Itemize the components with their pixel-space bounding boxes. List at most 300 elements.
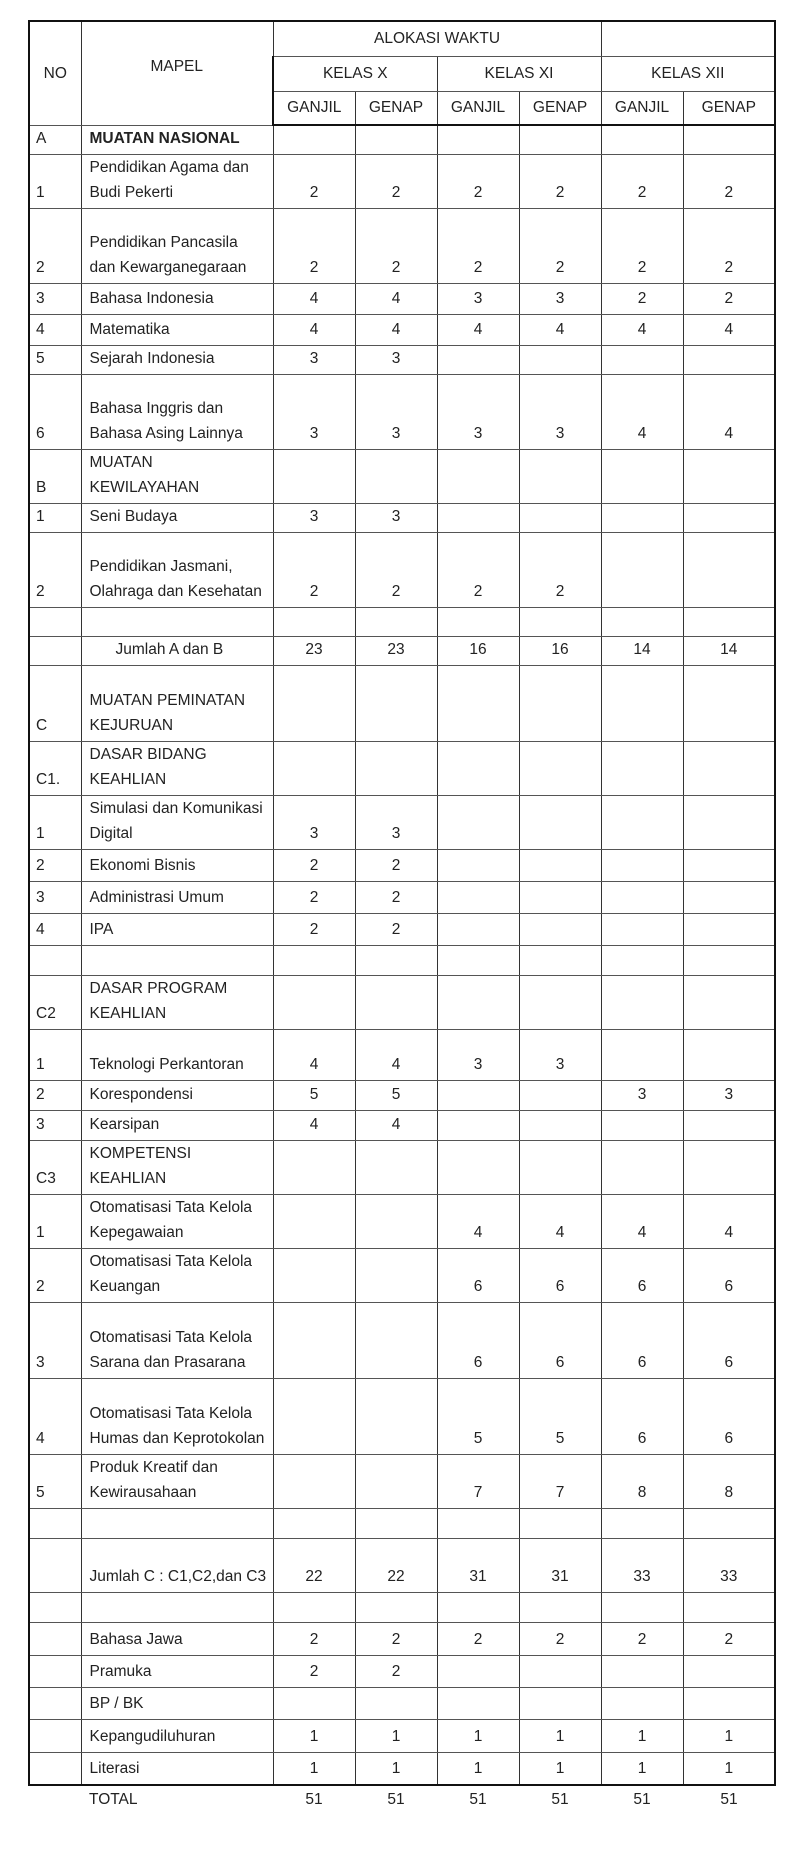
hours-x-genap: 22	[355, 1538, 437, 1592]
subject-name: Otomatisasi Tata Kelola Kepegawaian	[81, 1194, 273, 1248]
hours-xi-genap: 2	[519, 1622, 601, 1655]
hours-xii-genap: 33	[683, 1538, 775, 1592]
hours-x-genap: 3	[355, 345, 437, 374]
hours-xi-ganjil: 1	[437, 1752, 519, 1785]
hours-xii-genap: 6	[683, 1248, 775, 1302]
table-row	[29, 945, 775, 975]
row-number: 5	[29, 1454, 81, 1508]
hours-xii-genap: 3	[683, 1080, 775, 1110]
table-row	[29, 1029, 775, 1080]
hours-xi-ganjil	[437, 449, 519, 503]
header-kelas-xii: KELAS XII	[601, 56, 775, 91]
hours-x-ganjil	[273, 1140, 355, 1194]
hours-xi-genap: 16	[519, 636, 601, 665]
hours-x-ganjil: 2	[273, 532, 355, 607]
hours-xii-genap: 1	[683, 1752, 775, 1785]
hours-xii-genap: 8	[683, 1454, 775, 1508]
subject-name: Seni Budaya	[81, 503, 273, 532]
hours-xi-genap	[519, 1140, 601, 1194]
header-no: NO	[29, 21, 81, 125]
header-semester-xii-genap: GENAP	[683, 91, 775, 125]
hours-xi-genap: 6	[519, 1302, 601, 1378]
hours-x-ganjil	[273, 945, 355, 975]
subject-name	[81, 607, 273, 636]
table-row	[29, 849, 775, 881]
hours-xi-genap	[519, 1592, 601, 1622]
hours-xii-genap: 4	[683, 1194, 775, 1248]
row-number	[29, 1592, 81, 1622]
subject-name: Ekonomi Bisnis	[81, 849, 273, 881]
hours-x-genap: 3	[355, 795, 437, 849]
hours-xi-genap	[519, 741, 601, 795]
row-number	[29, 1622, 81, 1655]
hours-xi-genap: 4	[519, 1194, 601, 1248]
subject-name: DASAR PROGRAM KEAHLIAN	[81, 975, 273, 1029]
hours-x-ganjil	[273, 1302, 355, 1378]
hours-x-ganjil	[273, 1378, 355, 1454]
hours-xi-genap: 7	[519, 1454, 601, 1508]
table-row	[29, 665, 775, 741]
subject-name: Korespondensi	[81, 1080, 273, 1110]
row-number	[29, 945, 81, 975]
hours-xii-ganjil	[601, 881, 683, 913]
subject-name	[81, 1508, 273, 1538]
row-number: 4	[29, 314, 81, 345]
subject-name: MUATAN PEMINATAN KEJURUAN	[81, 665, 273, 741]
hours-xi-ganjil: 1	[437, 1719, 519, 1752]
hours-xi-ganjil: 6	[437, 1302, 519, 1378]
hours-xii-genap	[683, 1110, 775, 1140]
subject-name: Otomatisasi Tata Kelola Humas dan Keprotokolan	[81, 1378, 273, 1454]
hours-xi-genap: 3	[519, 283, 601, 314]
hours-xi-ganjil	[437, 795, 519, 849]
hours-x-genap	[355, 741, 437, 795]
hours-x-ganjil: 3	[273, 345, 355, 374]
header-semester-x-ganjil: GANJIL	[273, 91, 355, 125]
hours-x-ganjil: 4	[273, 1029, 355, 1080]
hours-xi-ganjil: 16	[437, 636, 519, 665]
table-row	[29, 1248, 775, 1302]
table-row	[29, 1378, 775, 1454]
hours-xi-ganjil	[437, 1080, 519, 1110]
hours-x-genap	[355, 1454, 437, 1508]
hours-x-ganjil: 2	[273, 208, 355, 283]
hours-xii-ganjil: 4	[601, 1194, 683, 1248]
hours-x-ganjil: 22	[273, 1538, 355, 1592]
hours-x-genap: 2	[355, 532, 437, 607]
hours-x-ganjil: 4	[273, 314, 355, 345]
table-row	[29, 1752, 775, 1785]
hours-xi-ganjil: 3	[437, 283, 519, 314]
hours-xi-ganjil: 6	[437, 1248, 519, 1302]
hours-x-genap	[355, 665, 437, 741]
hours-xii-genap: 6	[683, 1378, 775, 1454]
hours-xi-genap	[519, 503, 601, 532]
hours-x-ganjil: 4	[273, 283, 355, 314]
hours-xi-ganjil	[437, 849, 519, 881]
hours-xi-ganjil	[437, 741, 519, 795]
row-number: 4	[29, 913, 81, 945]
hours-x-ganjil	[273, 125, 355, 154]
hours-x-ganjil: 1	[273, 1752, 355, 1785]
table-row	[29, 975, 775, 1029]
hours-xi-genap: 4	[519, 314, 601, 345]
hours-xi-genap	[519, 795, 601, 849]
curriculum-table	[28, 20, 776, 1815]
total-row	[29, 1785, 775, 1815]
subject-name: Pendidikan Pancasila dan Kewarganegaraan	[81, 208, 273, 283]
total-label: TOTAL	[81, 1785, 273, 1815]
header-kelas-xi: KELAS XI	[437, 56, 601, 91]
row-number: 3	[29, 283, 81, 314]
hours-xi-ganjil: 3	[437, 1029, 519, 1080]
total-x-genap: 51	[355, 1785, 437, 1815]
row-number	[29, 1687, 81, 1719]
hours-xii-genap: 2	[683, 1622, 775, 1655]
hours-xii-ganjil	[601, 741, 683, 795]
hours-xii-ganjil	[601, 795, 683, 849]
table-row	[29, 607, 775, 636]
hours-x-genap	[355, 1687, 437, 1719]
hours-xii-ganjil	[601, 607, 683, 636]
hours-xi-genap	[519, 913, 601, 945]
hours-xi-ganjil: 2	[437, 532, 519, 607]
hours-xii-ganjil	[601, 1140, 683, 1194]
row-number: C2	[29, 975, 81, 1029]
hours-xii-genap: 4	[683, 374, 775, 449]
hours-xii-genap	[683, 607, 775, 636]
table-row	[29, 881, 775, 913]
hours-xi-ganjil: 4	[437, 314, 519, 345]
table-row	[29, 345, 775, 374]
subject-name: Kepangudiluhuran	[81, 1719, 273, 1752]
hours-xi-genap	[519, 1687, 601, 1719]
table-row	[29, 795, 775, 849]
hours-xii-genap	[683, 741, 775, 795]
hours-xii-ganjil	[601, 1029, 683, 1080]
hours-xi-ganjil	[437, 975, 519, 1029]
subject-name: MUATAN KEWILAYAHAN	[81, 449, 273, 503]
hours-xii-ganjil	[601, 849, 683, 881]
table-row	[29, 1194, 775, 1248]
hours-xi-genap	[519, 665, 601, 741]
hours-xii-genap	[683, 449, 775, 503]
table-row	[29, 636, 775, 665]
table-row	[29, 532, 775, 607]
hours-xi-genap	[519, 449, 601, 503]
row-number: 1	[29, 503, 81, 532]
hours-xii-ganjil	[601, 1508, 683, 1538]
subject-name: Pendidikan Jasmani, Olahraga dan Kesehatan	[81, 532, 273, 607]
subject-name: Otomatisasi Tata Kelola Sarana dan Prasarana	[81, 1302, 273, 1378]
hours-xii-ganjil: 4	[601, 314, 683, 345]
row-number: 2	[29, 532, 81, 607]
hours-x-genap: 4	[355, 1110, 437, 1140]
hours-xi-ganjil	[437, 1687, 519, 1719]
hours-x-genap	[355, 945, 437, 975]
hours-xii-genap	[683, 345, 775, 374]
hours-xii-ganjil	[601, 913, 683, 945]
hours-xii-genap	[683, 1592, 775, 1622]
hours-xi-genap	[519, 881, 601, 913]
hours-xii-ganjil: 8	[601, 1454, 683, 1508]
row-number: 6	[29, 374, 81, 449]
hours-xii-ganjil	[601, 975, 683, 1029]
hours-x-genap: 2	[355, 1622, 437, 1655]
hours-x-ganjil	[273, 1248, 355, 1302]
hours-x-ganjil: 3	[273, 503, 355, 532]
header-semester-xi-ganjil: GANJIL	[437, 91, 519, 125]
row-number: 3	[29, 1302, 81, 1378]
hours-x-ganjil: 5	[273, 1080, 355, 1110]
subject-name: Matematika	[81, 314, 273, 345]
hours-xii-ganjil	[601, 1655, 683, 1687]
hours-xi-genap: 31	[519, 1538, 601, 1592]
hours-xi-genap: 6	[519, 1248, 601, 1302]
header-semester-xi-genap: GENAP	[519, 91, 601, 125]
header-alokasi-waktu: ALOKASI WAKTU	[273, 21, 601, 56]
hours-xi-ganjil	[437, 1655, 519, 1687]
hours-xi-genap	[519, 1508, 601, 1538]
table-row	[29, 1592, 775, 1622]
hours-xii-genap	[683, 1655, 775, 1687]
hours-xi-genap	[519, 1655, 601, 1687]
hours-x-ganjil	[273, 1687, 355, 1719]
hours-x-genap	[355, 1592, 437, 1622]
subject-name: IPA	[81, 913, 273, 945]
hours-xii-genap	[683, 913, 775, 945]
row-number	[29, 1538, 81, 1592]
row-number: 3	[29, 1110, 81, 1140]
row-number	[29, 636, 81, 665]
row-number	[29, 607, 81, 636]
hours-xi-genap: 5	[519, 1378, 601, 1454]
table-row	[29, 208, 775, 283]
subject-name: Kearsipan	[81, 1110, 273, 1140]
hours-xii-genap: 2	[683, 208, 775, 283]
hours-xi-ganjil	[437, 125, 519, 154]
subject-name: Teknologi Perkantoran	[81, 1029, 273, 1080]
hours-x-genap	[355, 1508, 437, 1538]
table-row	[29, 283, 775, 314]
hours-xi-ganjil: 4	[437, 1194, 519, 1248]
total-xii-ganjil: 51	[601, 1785, 683, 1815]
row-number: 2	[29, 1080, 81, 1110]
hours-xii-genap	[683, 1029, 775, 1080]
subject-name: Administrasi Umum	[81, 881, 273, 913]
hours-xii-ganjil	[601, 1687, 683, 1719]
hours-xi-genap: 2	[519, 532, 601, 607]
hours-x-ganjil: 3	[273, 374, 355, 449]
table-row	[29, 1508, 775, 1538]
hours-xi-ganjil	[437, 1140, 519, 1194]
hours-x-genap	[355, 125, 437, 154]
hours-xii-genap	[683, 665, 775, 741]
hours-xi-genap: 1	[519, 1752, 601, 1785]
subject-name	[81, 945, 273, 975]
hours-xii-ganjil	[601, 345, 683, 374]
hours-x-ganjil: 2	[273, 881, 355, 913]
subject-name: MUATAN NASIONAL	[81, 125, 273, 154]
table-row	[29, 154, 775, 208]
table-row	[29, 1140, 775, 1194]
hours-x-ganjil: 23	[273, 636, 355, 665]
hours-xii-genap: 14	[683, 636, 775, 665]
hours-x-genap	[355, 449, 437, 503]
subject-name: Otomatisasi Tata Kelola Keuangan	[81, 1248, 273, 1302]
row-number: A	[29, 125, 81, 154]
total-xii-genap: 51	[683, 1785, 775, 1815]
hours-x-genap: 2	[355, 154, 437, 208]
hours-xii-genap	[683, 975, 775, 1029]
hours-xi-ganjil: 3	[437, 374, 519, 449]
hours-xii-ganjil: 1	[601, 1752, 683, 1785]
table-row	[29, 1538, 775, 1592]
table-row	[29, 741, 775, 795]
hours-xii-ganjil: 2	[601, 154, 683, 208]
header-semester-xii-ganjil: GANJIL	[601, 91, 683, 125]
hours-xii-ganjil	[601, 503, 683, 532]
hours-xi-genap	[519, 849, 601, 881]
subject-name	[81, 1592, 273, 1622]
table-row	[29, 913, 775, 945]
hours-x-ganjil: 1	[273, 1719, 355, 1752]
row-number: 2	[29, 849, 81, 881]
subject-name: Pramuka	[81, 1655, 273, 1687]
hours-x-ganjil	[273, 975, 355, 1029]
hours-x-genap	[355, 1378, 437, 1454]
row-number: B	[29, 449, 81, 503]
hours-xi-genap	[519, 1110, 601, 1140]
hours-xii-genap	[683, 125, 775, 154]
hours-xi-ganjil	[437, 665, 519, 741]
hours-x-genap: 1	[355, 1719, 437, 1752]
row-number: C1.	[29, 741, 81, 795]
header-semester-x-genap: GENAP	[355, 91, 437, 125]
subject-name: Sejarah Indonesia	[81, 345, 273, 374]
row-number: 1	[29, 154, 81, 208]
row-number	[29, 1752, 81, 1785]
hours-xii-ganjil	[601, 532, 683, 607]
hours-xi-ganjil	[437, 1110, 519, 1140]
subject-name: BP / BK	[81, 1687, 273, 1719]
hours-x-genap: 3	[355, 374, 437, 449]
hours-xii-genap	[683, 532, 775, 607]
hours-x-genap: 4	[355, 283, 437, 314]
hours-x-genap: 1	[355, 1752, 437, 1785]
hours-xi-ganjil: 2	[437, 1622, 519, 1655]
table-row	[29, 1080, 775, 1110]
hours-x-genap: 2	[355, 881, 437, 913]
header-kelas-x: KELAS X	[273, 56, 437, 91]
hours-xi-genap	[519, 345, 601, 374]
hours-x-ganjil: 2	[273, 154, 355, 208]
table-row	[29, 1655, 775, 1687]
hours-x-ganjil	[273, 449, 355, 503]
hours-xi-genap	[519, 607, 601, 636]
hours-xi-ganjil	[437, 503, 519, 532]
hours-x-ganjil	[273, 1454, 355, 1508]
hours-x-ganjil	[273, 741, 355, 795]
hours-xi-ganjil	[437, 881, 519, 913]
table-row	[29, 503, 775, 532]
row-number	[29, 1719, 81, 1752]
row-number: C3	[29, 1140, 81, 1194]
hours-xii-genap	[683, 1508, 775, 1538]
hours-xi-ganjil: 2	[437, 154, 519, 208]
hours-x-ganjil	[273, 1592, 355, 1622]
hours-xii-genap	[683, 503, 775, 532]
total-xi-genap: 51	[519, 1785, 601, 1815]
hours-xi-genap	[519, 945, 601, 975]
hours-x-ganjil	[273, 607, 355, 636]
hours-xii-genap: 2	[683, 283, 775, 314]
table-row	[29, 449, 775, 503]
row-number: 5	[29, 345, 81, 374]
hours-xi-genap: 2	[519, 154, 601, 208]
subject-name: DASAR BIDANG KEAHLIAN	[81, 741, 273, 795]
hours-xii-genap	[683, 1687, 775, 1719]
table-row	[29, 1687, 775, 1719]
hours-xi-ganjil: 31	[437, 1538, 519, 1592]
hours-x-ganjil	[273, 1194, 355, 1248]
hours-xii-ganjil: 2	[601, 1622, 683, 1655]
table-row	[29, 125, 775, 154]
hours-xi-ganjil: 2	[437, 208, 519, 283]
total-xi-ganjil: 51	[437, 1785, 519, 1815]
total-x-ganjil: 51	[273, 1785, 355, 1815]
hours-xi-ganjil	[437, 1592, 519, 1622]
hours-xii-ganjil: 3	[601, 1080, 683, 1110]
hours-xii-ganjil: 6	[601, 1302, 683, 1378]
hours-xii-ganjil	[601, 125, 683, 154]
hours-xi-ganjil	[437, 945, 519, 975]
table-row	[29, 1302, 775, 1378]
row-number	[29, 1655, 81, 1687]
hours-x-ganjil: 2	[273, 1622, 355, 1655]
hours-xii-genap: 4	[683, 314, 775, 345]
hours-xi-ganjil	[437, 607, 519, 636]
hours-xii-genap	[683, 795, 775, 849]
hours-x-genap: 4	[355, 314, 437, 345]
hours-xii-ganjil: 33	[601, 1538, 683, 1592]
table-row	[29, 1622, 775, 1655]
hours-x-ganjil	[273, 1508, 355, 1538]
hours-xii-genap	[683, 1140, 775, 1194]
hours-x-genap	[355, 1194, 437, 1248]
hours-xii-ganjil: 6	[601, 1248, 683, 1302]
hours-xii-ganjil	[601, 1592, 683, 1622]
row-number: 1	[29, 1029, 81, 1080]
hours-x-genap	[355, 1302, 437, 1378]
row-number: C	[29, 665, 81, 741]
table-row	[29, 1719, 775, 1752]
hours-xii-ganjil	[601, 1110, 683, 1140]
hours-xii-genap	[683, 945, 775, 975]
hours-xi-genap: 1	[519, 1719, 601, 1752]
hours-xi-genap: 2	[519, 208, 601, 283]
hours-xii-genap: 1	[683, 1719, 775, 1752]
hours-xii-ganjil: 14	[601, 636, 683, 665]
hours-xii-genap	[683, 849, 775, 881]
header-mapel: MAPEL	[81, 21, 273, 125]
hours-xii-genap	[683, 881, 775, 913]
hours-xi-ganjil: 5	[437, 1378, 519, 1454]
row-number: 2	[29, 208, 81, 283]
hours-xi-genap	[519, 1080, 601, 1110]
hours-xii-genap: 2	[683, 154, 775, 208]
subject-name: Bahasa Jawa	[81, 1622, 273, 1655]
